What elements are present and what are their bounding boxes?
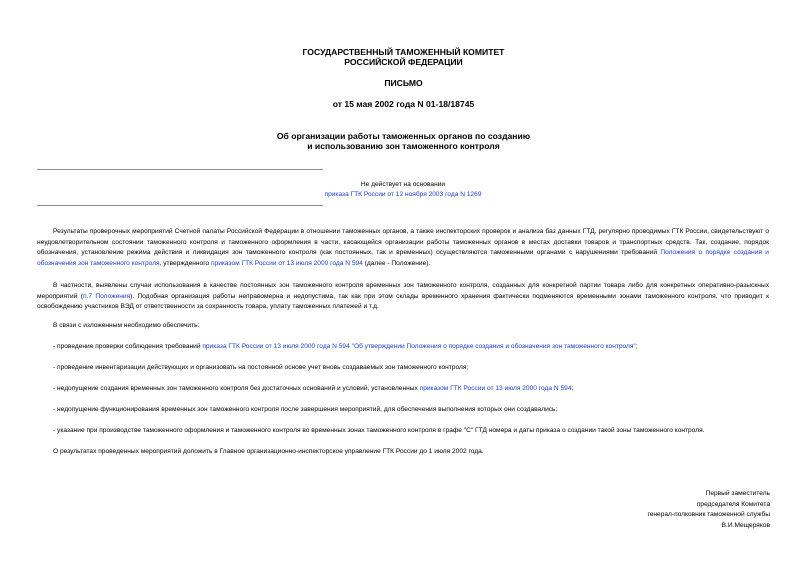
- order-594-link-2[interactable]: приказа ГТК России от 13 июля 2000 года N 594: [202, 343, 350, 350]
- signature-line1: Первый заместитель: [705, 490, 770, 497]
- regulation-title-link[interactable]: "Об утверждении Положения о порядке создания и обозначения зон таможенного контроля": [349, 343, 636, 350]
- signature-block: [470, 489, 770, 531]
- paragraph-1-text3: (далее - Положение).: [362, 259, 431, 267]
- paragraph-2-text2: ). Подобная организация работы неправомерна и недопустима, так как при этом склады временного хранения фактически подменяются временными зонами таможенного контроля, что приводит к освобождению участников ВЭД от ответственности за сохранность товара, уплату таможенных платежей и т.д.: [37, 292, 769, 311]
- paragraph-3: В связи с изложенным необходимо обеспечить:: [53, 322, 200, 329]
- list-item-1: [53, 342, 638, 352]
- regulation-link[interactable]: Положения о порядке создания и обозначения зон таможенного контроля: [37, 249, 769, 267]
- list-item-4: - недопущение функционирования временных зон таможенного контроля после завершения мероприятий, для обеспечения выполнения которых они создавались;: [53, 406, 558, 413]
- signature-name: В.И.Мещеряков: [721, 521, 770, 529]
- order-594-link-3[interactable]: приказом ГТК России от 13 июля 2000 года N 594: [419, 385, 572, 392]
- list-item-3-text: - недопущение создания временных зон таможенного контроля без достаточных оснований и условий, установленных: [53, 385, 420, 392]
- signature-line3: генерал-полковник таможенной службы: [647, 511, 770, 519]
- list-item-2: - проведение инвентаризации действующих и организовать на постоянной основе учет вновь создаваемых зон таможенного контроля;: [53, 364, 469, 371]
- paragraph-1: [37, 227, 769, 269]
- list-item-3-end: ;: [571, 385, 574, 392]
- clause-7-link[interactable]: п.7 Положения: [82, 292, 131, 300]
- doc-type: ПИСЬМО: [384, 78, 423, 88]
- doc-title-line2: и использованию зон таможенного контроля: [307, 141, 500, 151]
- list-item-1-text: - проведение проверки соблюдения требований: [53, 343, 203, 350]
- org-name-line2: РОССИЙСКОЙ ФЕДЕРАЦИИ: [344, 57, 463, 67]
- divider-bottom: [37, 205, 323, 206]
- org-name-line1: ГОСУДАРСТВЕННЫЙ ТАМОЖЕННЫЙ КОМИТЕТ: [302, 47, 505, 57]
- divider-top: [37, 169, 323, 170]
- status-text: Не действует на основании: [360, 181, 446, 188]
- status-link[interactable]: приказа ГТК России от 12 ноября 2003 года N 1269: [324, 191, 482, 198]
- signature-line2: председателя Комитета: [696, 500, 770, 508]
- list-item-5: - указание при производстве таможенного оформления и таможенного контроля во временных зонах таможенного контроля в графе "С" ГТД номера и даты приказа о создании такой зоны таможенного контроля.: [53, 427, 705, 434]
- list-item-1-end: ;: [635, 343, 638, 350]
- list-item-3: [53, 384, 573, 394]
- doc-title-line1: Об организации работы таможенных органов по созданию: [276, 131, 531, 141]
- doc-date-number: от 15 мая 2002 года N 01-18/18745: [332, 99, 475, 109]
- status-link-wrap: [260, 190, 546, 200]
- paragraph-2: [37, 281, 769, 313]
- paragraph-2-text: В частности, выявлены случаи использования в качестве постоянных зон таможенного контроля временных зон таможенного контроля, созданных для конкретной партии товара либо для конкретных оперативно-разыскных мероприятий (: [37, 282, 769, 300]
- paragraph-1-text2: , утвержденного: [159, 259, 211, 267]
- paragraph-4: О результатах проведенных мероприятий доложить в Главное организационно-инспекторское управление ГТК России до 1 июля 2002 года.: [53, 448, 484, 455]
- paragraph-1-text: Результаты проверочных мероприятий Счетной палаты Российской Федерации в отношении таможенных органов, а также инспекторских проверок и анализа баз данных ГТД, регулярно проводимых ГТК России, свидетельствуют о неудовлетворительном состоянии таможенного контроля и таможенного оформления в части, касающейся организации работы таможенных органов в местах доставки товаров и транспортных средств. Так, создание, порядок обозначения, установление режима действия и ликвидация зон таможенного контроля (как постоянных, так и временных) осуществляются таможенными органами с нарушениями требований: [37, 228, 769, 257]
- order-594-link[interactable]: приказом ГТК России от 13 июля 2000 года N 594: [210, 259, 363, 267]
